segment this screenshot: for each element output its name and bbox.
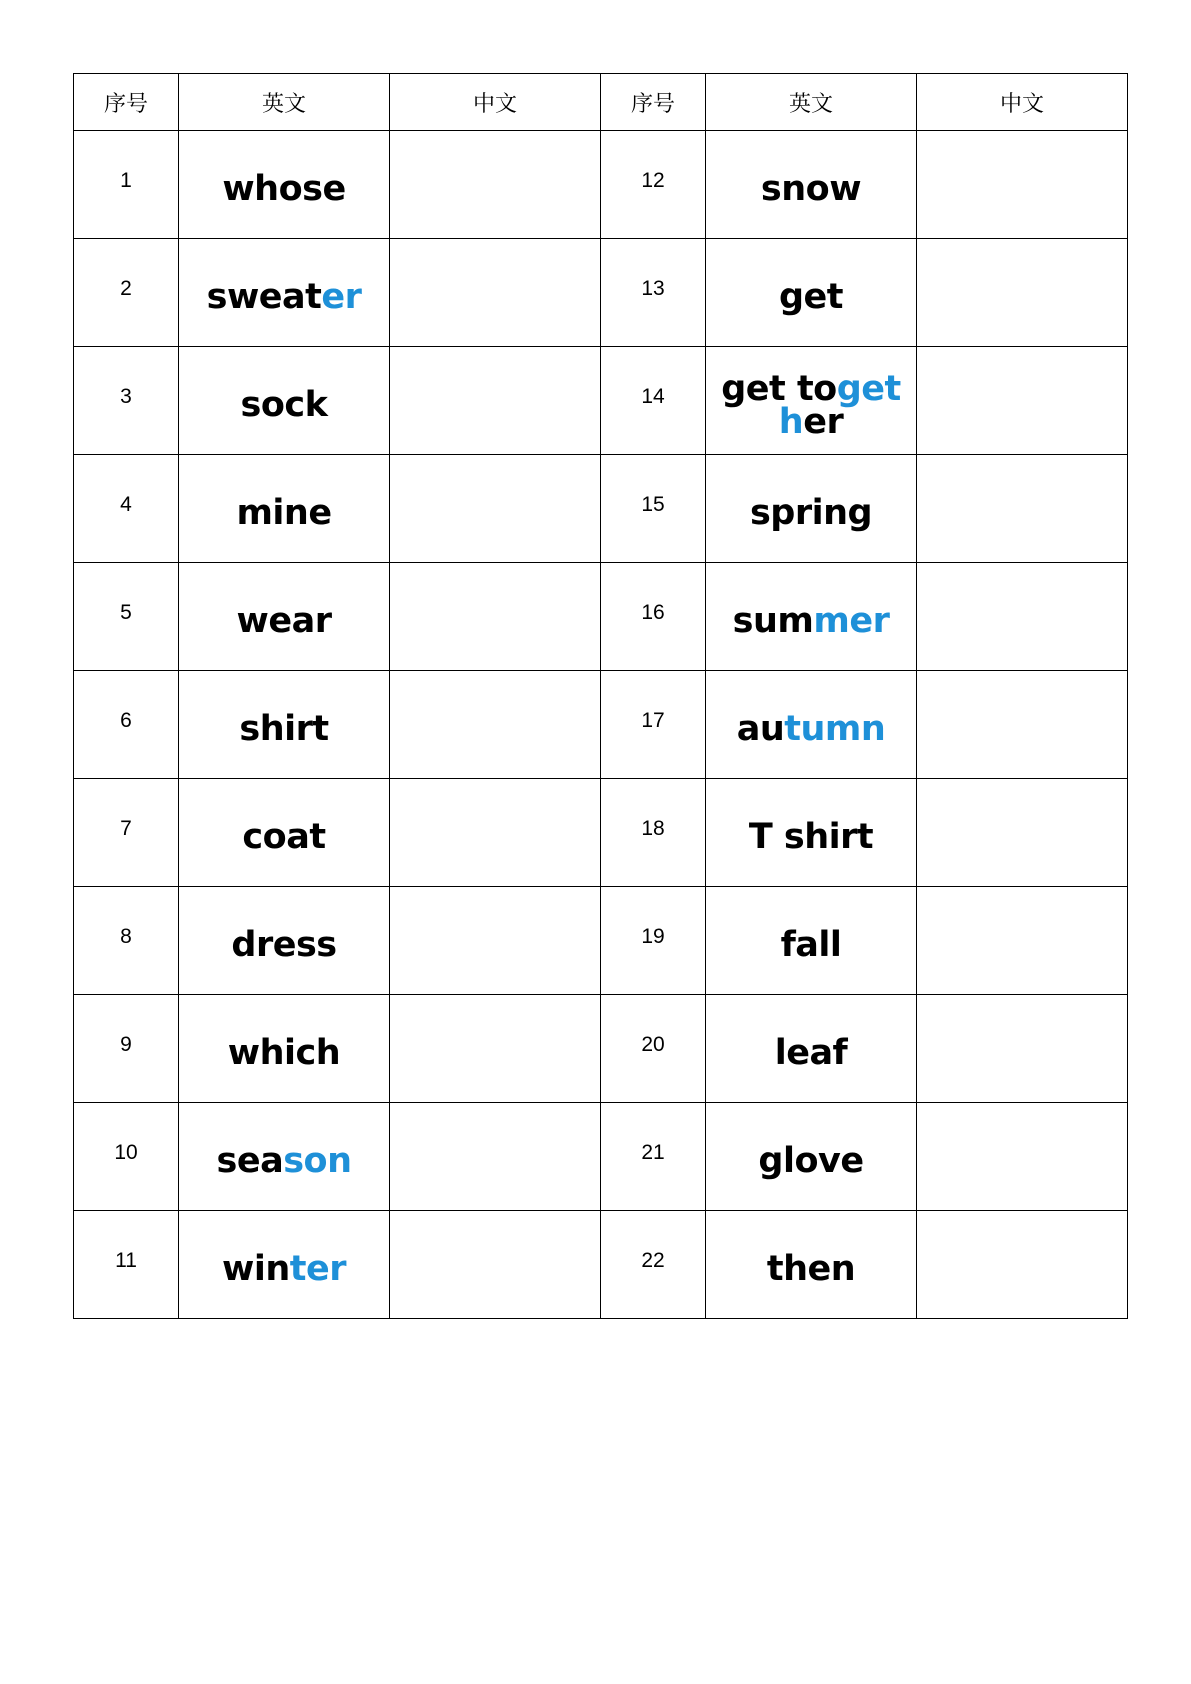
english-word (179, 563, 390, 671)
word-segment: glove (758, 1141, 864, 1181)
word-highlight-segment: mer (813, 601, 890, 641)
word-segment: sock (240, 385, 328, 425)
row-number: 1 (74, 131, 179, 239)
header-chinese: 中文 (917, 74, 1128, 131)
header-number: 序号 (601, 74, 706, 131)
word-segment: get (778, 277, 844, 317)
row-number: 7 (74, 779, 179, 887)
chinese-answer-cell[interactable] (390, 131, 601, 239)
word-segment: coat (242, 817, 326, 857)
word-highlight-segment: ter (289, 1249, 346, 1289)
row-number: 19 (601, 887, 706, 995)
english-word (179, 995, 390, 1103)
row-number: 3 (74, 347, 179, 455)
chinese-answer-cell[interactable] (917, 995, 1128, 1103)
chinese-answer-cell[interactable] (390, 671, 601, 779)
chinese-answer-cell[interactable] (917, 239, 1128, 347)
row-number: 17 (601, 671, 706, 779)
chinese-answer-cell[interactable] (390, 347, 601, 455)
table-row (74, 1103, 1128, 1211)
word-segment: shirt (239, 709, 329, 749)
english-word (179, 1103, 390, 1211)
english-word (706, 455, 917, 563)
chinese-answer-cell[interactable] (917, 1211, 1128, 1319)
row-number: 15 (601, 455, 706, 563)
table-row (74, 455, 1128, 563)
row-number: 22 (601, 1211, 706, 1319)
english-word (179, 239, 390, 347)
word-segment: snow (760, 169, 862, 209)
word-segment: sea (216, 1141, 284, 1181)
table-row (74, 239, 1128, 347)
word-segment: get to (721, 368, 837, 409)
table-row (74, 1211, 1128, 1319)
word-segment: then (766, 1249, 856, 1289)
word-segment: spring (749, 493, 873, 533)
chinese-answer-cell[interactable] (917, 131, 1128, 239)
english-word (706, 671, 917, 779)
word-segment: whose (222, 169, 346, 209)
chinese-answer-cell[interactable] (917, 779, 1128, 887)
word-segment: er (803, 401, 844, 442)
row-number: 8 (74, 887, 179, 995)
word-highlight-segment: son (283, 1141, 352, 1181)
english-word (706, 995, 917, 1103)
chinese-answer-cell[interactable] (390, 779, 601, 887)
word-highlight-segment: er (321, 277, 362, 317)
word-segment: T shirt (748, 817, 874, 857)
row-number: 20 (601, 995, 706, 1103)
vocabulary-table (73, 73, 1128, 1319)
header-row (74, 74, 1128, 131)
table-row (74, 671, 1128, 779)
chinese-answer-cell[interactable] (390, 1211, 601, 1319)
row-number: 12 (601, 131, 706, 239)
english-word (179, 1211, 390, 1319)
english-word (179, 347, 390, 455)
chinese-answer-cell[interactable] (917, 671, 1128, 779)
english-word (179, 131, 390, 239)
chinese-answer-cell[interactable] (390, 1103, 601, 1211)
english-word (179, 779, 390, 887)
word-segment: which (227, 1033, 341, 1073)
word-segment: au (736, 709, 785, 749)
english-word (706, 1103, 917, 1211)
chinese-answer-cell[interactable] (390, 455, 601, 563)
english-word (706, 779, 917, 887)
word-segment: dress (231, 925, 337, 965)
row-number: 16 (601, 563, 706, 671)
row-number: 10 (74, 1103, 179, 1211)
chinese-answer-cell[interactable] (390, 563, 601, 671)
english-word (706, 563, 917, 671)
chinese-answer-cell[interactable] (390, 239, 601, 347)
row-number: 11 (74, 1211, 179, 1319)
word-segment: win (222, 1249, 290, 1289)
word-highlight-segment: tumn (784, 709, 886, 749)
chinese-answer-cell[interactable] (917, 563, 1128, 671)
chinese-answer-cell[interactable] (917, 887, 1128, 995)
header-english: 英文 (706, 74, 917, 131)
chinese-answer-cell[interactable] (917, 347, 1128, 455)
row-number: 21 (601, 1103, 706, 1211)
row-number: 9 (74, 995, 179, 1103)
header-number: 序号 (74, 74, 179, 131)
chinese-answer-cell[interactable] (390, 995, 601, 1103)
row-number: 5 (74, 563, 179, 671)
english-word (706, 1211, 917, 1319)
word-segment: sweat (206, 277, 322, 317)
table-row (74, 131, 1128, 239)
table-row (74, 563, 1128, 671)
chinese-answer-cell[interactable] (917, 1103, 1128, 1211)
table-row (74, 995, 1128, 1103)
row-number: 2 (74, 239, 179, 347)
chinese-answer-cell[interactable] (390, 887, 601, 995)
english-word (706, 347, 917, 455)
table-row (74, 779, 1128, 887)
row-number: 6 (74, 671, 179, 779)
row-number: 14 (601, 347, 706, 455)
row-number: 13 (601, 239, 706, 347)
word-segment: sum (732, 601, 814, 641)
word-segment: mine (236, 493, 332, 533)
english-word (179, 671, 390, 779)
header-chinese: 中文 (390, 74, 601, 131)
english-word (179, 887, 390, 995)
row-number: 4 (74, 455, 179, 563)
chinese-answer-cell[interactable] (917, 455, 1128, 563)
table-row (74, 347, 1128, 455)
english-word (706, 131, 917, 239)
english-word (706, 239, 917, 347)
row-number: 18 (601, 779, 706, 887)
header-english: 英文 (179, 74, 390, 131)
word-highlight-segment: geth (778, 368, 901, 442)
vocabulary-table-body (74, 74, 1128, 1319)
word-segment: fall (780, 925, 842, 965)
english-word (706, 887, 917, 995)
english-word (179, 455, 390, 563)
word-segment: wear (236, 601, 332, 641)
table-row (74, 887, 1128, 995)
word-segment: leaf (774, 1033, 848, 1073)
